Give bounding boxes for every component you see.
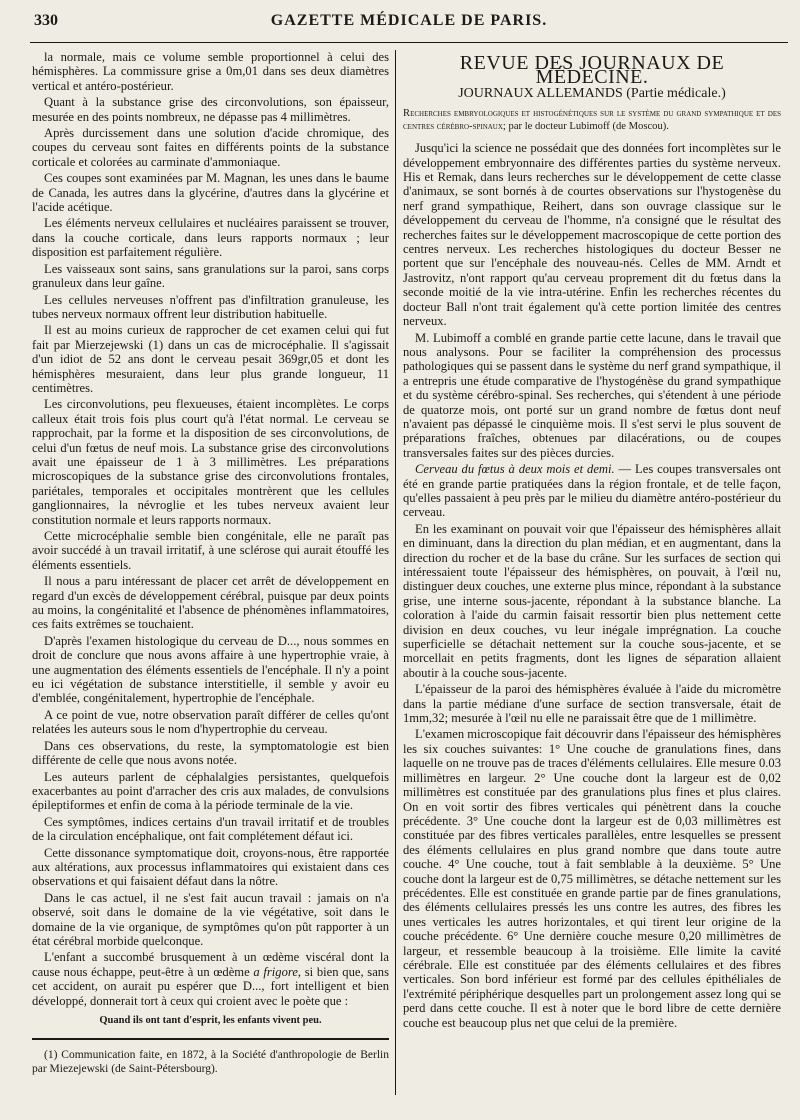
paragraph: A ce point de vue, notre observation paraît différer de celles qu'ont relatées les auteurs sous le nom d'hypertrophie du cerveau. (32, 707, 389, 737)
paragraph: Cette microcéphalie semble bien congénitale, elle ne paraît pas avoir succédé à un travail irritatif, à une sclérose qui aurait étouffé les éléments essentiels. (32, 529, 389, 572)
section-heading: Cerveau du fœtus à deux mois et demi. (415, 462, 615, 477)
final-paragraph: L'enfant a succombé brusquement à un œdème viscéral dont la cause nous échappe, peut-être à un œdème a frigore, si bien que, sans cet accident, on aurait pu espérer que D..., fort intelligent et bien développé, donnerait tort à ceux qui croient avec le poète que : (32, 950, 389, 1008)
column-divider (395, 50, 396, 1095)
paragraph: Les vaisseaux sont sains, sans granulations sur la paroi, sans corps granuleux dans leur gaîne. (32, 261, 389, 291)
journal-title: GAZETTE MÉDICALE DE PARIS. (270, 12, 548, 29)
paragraph: L'épaisseur de la paroi des hémisphères évaluée à l'aide du micromètre dans la partie médiane d'une surface de section transversale, était de 1mm,32; mesurée à l'œil nu elle ne paraissait être que de 1 millimètre. (403, 682, 781, 726)
paragraph: Quant à la substance grise des circonvolutions, son épaisseur, mesurée en des points nombreux, ne dépasse pas 4 millimètres. (32, 95, 389, 124)
article-author: par le docteur Lubimoff (de Moscou). (508, 121, 669, 133)
paragraph: Les circonvolutions, peu flexueuses, étaient incomplètes. Le corps calleux était trois fois plus court qu'à l'état normal. Le cerveau se rapprochait, par la forme et la disposition de ses circonvolutions, de celui d'un fœtus de neuf mois. La substance grise des circonvolutions avait une épaisseur de 1 à 3 millimètres. Les préparations microscopiques de la substance grise des circonvolutions frontales, pariétales, temporales et occipitales montrèrent que les cellules ganglionnaires, la névroglie et les tubes nerveux avaient leur constitution normale et leurs rapports normaux. (32, 397, 389, 527)
paragraph: Il nous a paru intéressant de placer cet arrêt de développement en regard d'un excès de développement cérébral, puisque par deux points au moins, la congénitalité et l'absence de phénomènes inflammatoires, ces faits extrêmes se touchaient. (32, 574, 389, 632)
page-header (34, 10, 784, 36)
footnote: (1) Communication faite, en 1872, à la Société d'anthropologie de Berlin par Miezejewski (de Saint-Pétersbourg). (32, 1049, 389, 1076)
paragraph: Les cellules nerveuses n'offrent pas d'infiltration granuleuse, les tubes nerveux normaux offrent leur distribution habituelle. (32, 292, 389, 321)
paragraph: L'examen microscopique fait découvrir dans l'épaisseur des hémisphères les six couches suivantes: 1° Une couche de granulations fines, dans laquelle on ne trouve pas de traces d'éléments cellulaires. Elle mesure 0.03 millimètres en largeur. 2° Une couche dont la largeur est de 0,02 millimètres est constituée par des granulations plus fines et plus claires. On en voit sortir des fibres verticales qui pénètrent dans la couche précédente. 3° Une couche dont la largeur est de 0,03 millimètres est constituée par des fibres verticales parallèles, entre lesquelles se pressent des éléments cellulaires en plus grand nombre que dans toute autre couche. 4° Une couche, tout à fait semblable à la deuxième. 5° Une couche dont la largeur est de 0,75 millimètres, se détache nettement sur les précédentes. Elle est constituée en grande partie par de fines granulations, des éléments cellulaires pressés les uns contre les autres, des fibres les unes verticales les autres horizontales, et qui tirent leur origine de la couche précédente. 6° Une dernière couche mesure 0,20 millimètres de largeur, et ressemble beaucoup à la troisième. Elle limite la cavité cérébrale. Elle est constituée par des éléments cellulaires et des fibres verticales. Son bord inférieur est formé par des cellules épithéliales de l'extrémité périphérique desquelles part un prolongement assez long qui se perd dans cette couche. Il est à noter que le bord libre de cette dernière couche est beaucoup plus net que celui de la première. (403, 727, 781, 1030)
left-paragraphs (32, 50, 389, 948)
paragraph: En les examinant on pouvait voir que l'épaisseur des hémisphères allait en diminuant, dans la direction du plan médian, et en augmentant, dans la direction du rocher et de la base du crâne. Sur les surfaces de section qui intéressaient toute l'épaisseur des hémisphères, on pouvait, à l'œil nu, distinguer deux couches, une externe plus mince, répondant à la substance grise, une interne sous-jacente, répondant à la substance blanche. La coloration à l'aide du carmin faisait ressortir bien plus nettement cette division en deux couches, vu leur inégale imprégnation. La couche superficielle se détachait nettement sur la couche sous-jacente, et se morcellait en petits fragments, dont les lignes de séparation allaient aboutir à la couche sous-jacente. (403, 521, 781, 680)
paragraph: Les auteurs parlent de céphalalgies persistantes, quelquefois exacerbantes au point d'arracher des cris aux malades, de convulsions épileptiformes et enfin de coma à la période terminale de la vie. (32, 769, 389, 813)
paragraph: la normale, mais ce volume semble proportionnel à celui des hémisphères. La commissure grise a 0m,01 dans ses deux diamètres vertical et antéro-postérieur. (32, 50, 389, 93)
paragraph: D'après l'examen histologique du cerveau de D..., nous sommes en droit de conclure que nous avons affaire à une hypertrophie vraie, à une augmentation des éléments essentiels de l'encéphale. Il n'y a point eu ici végétation de substance interstitielle, il semble y avoir eu d'emblée, congénitalement, hypertrophie de l'encéphale. (32, 633, 389, 706)
section-subrubric: JOURNAUX ALLEMANDS (Partie médicale.) (458, 85, 726, 101)
right-paragraphs-b (403, 522, 781, 1030)
paragraph: Les éléments nerveux cellulaires et nucléaires paraissent se trouver, dans la couche corticale, dans leurs rapports normaux ; leur disposition est parfaitement régulière. (32, 216, 389, 260)
header-rule (30, 42, 788, 43)
section-rubric: REVUE DES JOURNAUX DE MÉDECINE. (459, 52, 725, 89)
left-column (32, 50, 389, 1076)
page-number: 330 (34, 12, 58, 29)
section-paragraph: Cerveau du fœtus à deux mois et demi. — Les coupes transversales ont été en grande partie pratiquées dans la région frontale, et de telle façon, qu'elles passaient à peu près par le milieu du diamètre antéro-postérieur du cerveau. (403, 462, 782, 520)
article-title-text: Recherches embryologiques et histogénétiques sur le système du grand sympathique et des centres cérébro-spinaux; (403, 108, 781, 133)
paragraph: Ces symptômes, indices certains d'un travail irritatif et de troubles de la circulation encéphalique, ont fait complétement défaut ici. (32, 814, 389, 844)
paragraph: Après durcissement dans une solution d'acide chromique, des coupes du cerveau sont faites en différents points de la substance corticale et colorées au carminate d'ammoniaque. (32, 126, 389, 169)
article-title (403, 107, 781, 133)
paragraph: Cette dissonance symptomatique doit, croyons-nous, être rapportée aux altérations, aux processus inflammatoires qui existaient dans ces observations et qui faisaient défaut dans la nôtre. (32, 845, 389, 889)
paragraph: Dans le cas actuel, il ne s'est fait aucun travail : jamais on n'a observé, soit dans le domaine de la vie végétative, soit dans le domaine de la vie organique, de symptômes qu'on pût rapporter à un état cérébral morbide quelconque. (32, 890, 389, 948)
poem-quote: Quand ils ont tant d'esprit, les enfants vivent peu. (99, 1015, 322, 1026)
paragraph: Dans ces observations, du reste, la symptomatologie est bien différente de celle que nous avons notée. (32, 738, 389, 768)
paragraph: Il est au moins curieux de rapprocher de cet examen celui qui fut fait par Mierzejewski (1) dans un cas de microcéphalie. Il s'agissait d'un idiot de 52 ans dont le cerveau pesait 369gr,05 et dont les hémisphères mesuraient, dans leur plus grande longueur, 11 centimètres. (32, 323, 389, 395)
paragraph: Ces coupes sont examinées par M. Magnan, les unes dans le baume de Canada, les autres dans la glycérine, d'autres dans la glycérine et l'acide acétique. (32, 171, 389, 215)
paragraph: Jusqu'ici la science ne possédait que des données fort incomplètes sur le développement embryonnaire des différentes parties du système nerveux. His et Remak, dans leurs recherches sur le développement de cette classe d'animaux, se sont bornés à de courtes observations sur l'hystogenèse du nerf grand sympathique, Reihert, dans son ouvrage classique sur le développement du cerveau de l'homme, n'a consigné que le résultat des recherches faites sur le développement macroscopique de cette portion des centres nerveux. Les recherches histologiques du docteur Besser ne portent que sur l'encéphale des nouveau-nés. Celles de MM. Arndt et Jastrovitz, n'ont rapport qu'au cerveau proprement dit du fœtus dans la seconde moitié de la vie intra-utérine. Enfin les recherches récentes du docteur Ball n'ont trait également qu'à cette portion limitée des centres nerveux. (403, 141, 781, 329)
right-column (403, 50, 781, 1032)
footnote-rule (32, 1038, 389, 1040)
right-paragraphs-a (403, 141, 781, 460)
paragraph: M. Lubimoff a comblé en grande partie cette lacune, dans le travail que nous analysons. Pour se faciliter la compréhension des processus pathologiques qui se passent dans le système du nerf grand sympathique, il a entrepris une étude comparative de l'hystogénèse du grand sympathique et du système cérébro-spinal. Ses recherches, qui s'étendent à une période de quatorze mois, ont porté sur un grand nombre de fœtus dont neuf n'avaient pas dépassé le cinquième mois. Il s'est servi le plus souvent de préparations fraîches, obtenues par dilacérations, ou de coupes transversales faites sur des pièces durcies. (403, 330, 781, 460)
